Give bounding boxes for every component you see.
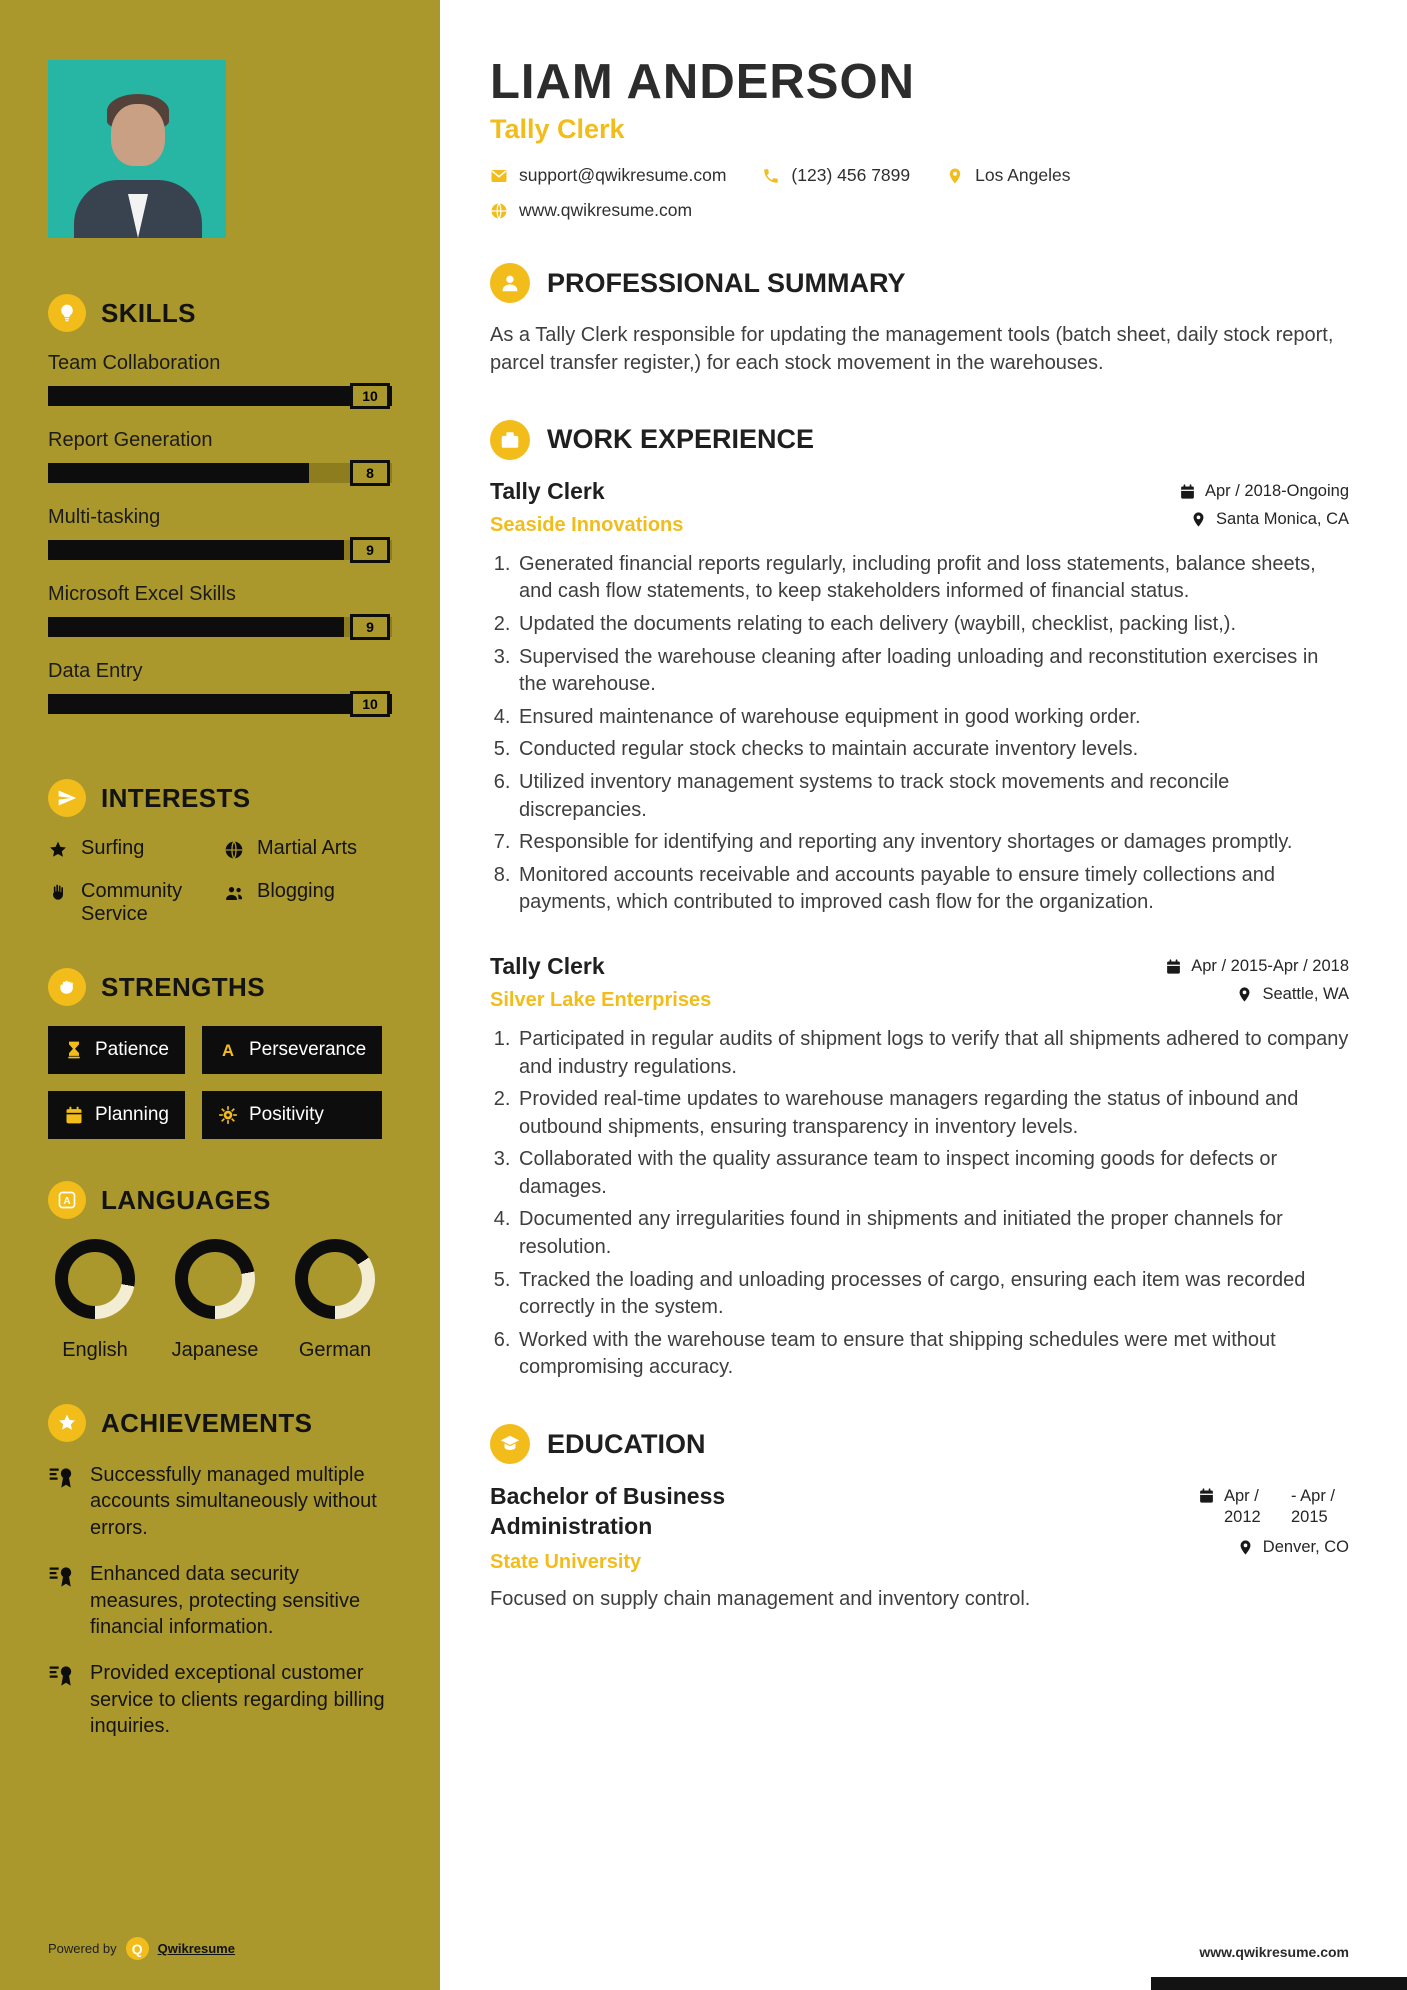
interest-item <box>224 880 392 926</box>
skill-bar-fill <box>48 386 392 406</box>
job-bullet: 5. Tracked the loading and unloading processes of cargo, ensuring each item was recorded correctly in the system. <box>516 1267 1349 1322</box>
job-entry <box>490 478 1349 917</box>
interest-label: Martial Arts <box>257 837 358 859</box>
education-title: EDUCATION <box>547 1428 706 1459</box>
skill-name: Report Generation <box>48 429 213 451</box>
strength-label: Planning <box>95 1104 169 1125</box>
globe-icon <box>224 840 244 860</box>
page-edge-bar <box>1151 1977 1407 1990</box>
photo-face-shape <box>111 104 165 166</box>
education-section-header <box>490 1424 1349 1464</box>
job-bullet: 6. Utilized inventory management systems to track stock movements and reconcile discrepancies. <box>516 769 1349 824</box>
job-title-block <box>490 953 711 1012</box>
skill-bar-fill <box>48 617 344 637</box>
email-contact[interactable] <box>490 165 726 186</box>
interests-title: INTERESTS <box>101 782 251 813</box>
job-location <box>1190 510 1349 529</box>
job-role: Tally Clerk <box>490 477 605 504</box>
skill-bar <box>48 463 392 483</box>
job-entry <box>490 953 1349 1382</box>
interest-label: Community Service <box>81 880 183 925</box>
skill-score: 10 <box>350 691 390 717</box>
location-text: Los Angeles <box>975 165 1071 185</box>
location-pin-icon <box>1237 1539 1254 1556</box>
education-dates <box>1198 1486 1349 1529</box>
experience-title: WORK EXPERIENCE <box>547 424 815 455</box>
language-icon <box>48 1181 86 1219</box>
qwikresume-brand-link[interactable]: Qwikresume <box>157 1941 235 1956</box>
education-date-end: - Apr / 2015 <box>1291 1487 1336 1527</box>
job-dates <box>1165 957 1349 976</box>
envelope-icon <box>490 167 508 185</box>
job-company: Silver Lake Enterprises <box>490 988 712 1011</box>
profile-photo <box>48 60 226 238</box>
job-bullet: 3. Collaborated with the quality assurance team to inspect incoming goods for defects or damages. <box>516 1146 1349 1201</box>
skill-bar <box>48 617 392 637</box>
website-contact[interactable] <box>490 200 692 221</box>
achievements-section-header <box>48 1404 392 1442</box>
main-content <box>440 0 1407 1990</box>
skill-score: 9 <box>350 537 390 563</box>
globe-icon <box>490 202 508 220</box>
calendar-icon <box>1198 1487 1215 1504</box>
job-bullet: 4. Documented any irregularities found in shipments and initiated the proper channels for resolution. <box>516 1206 1349 1261</box>
job-bullet: 6. Worked with the warehouse team to ensure that shipping schedules were met without compromising accuracy. <box>516 1327 1349 1382</box>
education-section <box>490 1424 1349 1611</box>
medal-icon <box>48 1662 75 1689</box>
candidate-name: LIAM ANDERSON <box>490 55 915 109</box>
skill-name: Microsoft Excel Skills <box>48 583 236 605</box>
skill-score: 9 <box>350 614 390 640</box>
sidebar <box>0 0 440 1990</box>
job-title-block <box>490 478 683 537</box>
powered-by-label: Powered by <box>48 1941 117 1956</box>
skill-bar <box>48 694 392 714</box>
skills-list <box>48 352 392 737</box>
job-bullet: 8. Monitored accounts receivable and accounts payable to ensure timely collections and payments, which contributed to improved cash flow for the organization. <box>516 862 1349 917</box>
interest-item <box>48 880 216 926</box>
skill-name: Team Collaboration <box>48 352 221 374</box>
skill-bar <box>48 386 392 406</box>
skill-score: 8 <box>350 460 390 486</box>
job-bullet: 4. Ensured maintenance of warehouse equipment in good working order. <box>516 704 1349 732</box>
language-label: English <box>62 1339 128 1361</box>
strength-badge <box>48 1091 185 1139</box>
education-date-start: Apr / 2012 <box>1224 1487 1261 1527</box>
medal-icon <box>48 1563 75 1590</box>
location-pin-icon <box>946 167 964 185</box>
users-icon <box>224 883 244 903</box>
calendar-icon <box>1165 958 1182 975</box>
summary-title: PROFESSIONAL SUMMARY <box>547 267 906 298</box>
job-header <box>490 953 1349 1012</box>
education-school: State University <box>490 1550 642 1573</box>
strength-label: Positivity <box>248 1104 324 1125</box>
languages-section-header <box>48 1181 392 1219</box>
fist-icon <box>48 968 86 1006</box>
language-item <box>48 1239 142 1362</box>
education-note: Focused on supply chain management and inventory control. <box>490 1587 1031 1610</box>
briefcase-icon <box>490 420 530 460</box>
interest-label: Surfing <box>81 837 145 859</box>
achievement-text: Enhanced data security measures, protecting sensitive financial information. <box>90 1563 361 1638</box>
interests-section-header <box>48 779 392 817</box>
skill-name: Data Entry <box>48 660 143 682</box>
language-label: Japanese <box>171 1339 259 1361</box>
skills-section-header <box>48 294 392 332</box>
achievements-title: ACHIEVEMENTS <box>101 1407 313 1438</box>
calendar-icon <box>64 1105 84 1125</box>
star-badge-icon <box>48 1404 86 1442</box>
gear-icon <box>218 1105 238 1125</box>
location-pin-icon <box>1190 511 1207 528</box>
education-degree: Bachelor of Business Administration <box>490 1483 726 1539</box>
education-header <box>490 1482 1349 1574</box>
email-text: support@qwikresume.com <box>519 165 727 185</box>
phone-text: (123) 456 7899 <box>791 165 911 185</box>
achievement-item <box>48 1660 392 1739</box>
education-location <box>1237 1538 1349 1557</box>
skill-item <box>48 506 392 560</box>
skill-name: Multi-tasking <box>48 506 161 528</box>
language-item <box>288 1239 382 1362</box>
interest-item <box>48 837 216 860</box>
education-meta <box>1198 1482 1349 1557</box>
calendar-icon <box>1179 483 1196 500</box>
paper-plane-icon <box>48 779 86 817</box>
achievement-text: Successfully managed multiple accounts simultaneously without errors. <box>90 1464 377 1539</box>
powered-by-footer <box>48 1937 392 1960</box>
strength-label: Perseverance <box>248 1039 367 1060</box>
interests-list <box>48 837 392 926</box>
experience-section-header <box>490 420 1349 460</box>
strength-badge <box>48 1026 185 1074</box>
hand-icon <box>48 883 68 903</box>
languages-list <box>48 1239 392 1362</box>
job-bullet-list <box>516 1026 1349 1382</box>
job-role: Tally Clerk <box>490 952 605 979</box>
website-text: www.qwikresume.com <box>519 200 693 220</box>
job-bullet-list <box>516 551 1349 917</box>
lightbulb-icon <box>48 294 86 332</box>
education-title-block <box>490 1482 800 1574</box>
job-bullet: 2. Updated the documents relating to each delivery (waybill, checklist, packing list,). <box>516 611 1349 639</box>
language-label: German <box>298 1339 372 1361</box>
work-experience-section <box>490 420 1349 1382</box>
job-bullet: 7. Responsible for identifying and reporting any inventory shortages or damages promptly. <box>516 829 1349 857</box>
person-icon <box>490 263 530 303</box>
candidate-job-title: Tally Clerk <box>490 114 625 144</box>
achievement-item <box>48 1462 392 1541</box>
svg-text:A: A <box>221 1040 234 1060</box>
medal-icon <box>48 1464 75 1491</box>
job-dates <box>1179 482 1349 501</box>
skill-score: 10 <box>350 383 390 409</box>
job-company: Seaside Innovations <box>490 513 684 536</box>
job-location-text: Santa Monica, CA <box>1216 509 1349 528</box>
phone-icon <box>762 167 780 185</box>
language-item <box>168 1239 262 1362</box>
job-location-text: Seattle, WA <box>1262 984 1349 1003</box>
job-bullet: 1. Generated financial reports regularly, including profit and loss statements, balance sheets, and cash flow statements, to keep stakeholders informed of financial status. <box>516 551 1349 606</box>
job-bullet: 2. Provided real-time updates to warehouse managers regarding the status of inbound and outbound shipments, ensuring transparency in inventory levels. <box>516 1086 1349 1141</box>
language-donut-chart <box>175 1239 255 1319</box>
job-dates-text: Apr / 2018-Ongoing <box>1204 481 1349 500</box>
strengths-section-header <box>48 968 392 1006</box>
job-meta <box>1165 953 1349 1004</box>
footer-website[interactable]: www.qwikresume.com <box>1199 1944 1349 1960</box>
job-bullet: 5. Conducted regular stock checks to maintain accurate inventory levels. <box>516 736 1349 764</box>
strength-label: Patience <box>95 1039 169 1060</box>
strengths-title: STRENGTHS <box>101 971 265 1002</box>
interest-item <box>224 837 392 860</box>
job-header <box>490 478 1349 537</box>
skill-item <box>48 660 392 714</box>
professional-summary-section <box>490 263 1349 378</box>
contact-row-2 <box>490 200 1349 221</box>
summary-section-header <box>490 263 1349 303</box>
phone-contact <box>762 165 910 186</box>
achievement-item <box>48 1561 392 1640</box>
summary-text: As a Tally Clerk responsible for updating the management tools (batch sheet, daily stock report, parcel transfer register,) for each stock movement in the warehouses. <box>490 324 1334 375</box>
strengths-list <box>48 1026 392 1139</box>
skill-bar-fill <box>48 540 344 560</box>
skill-item <box>48 583 392 637</box>
education-location-text: Denver, CO <box>1262 1537 1349 1556</box>
svg-text:A: A <box>63 1196 71 1208</box>
achievement-text: Provided exceptional customer service to clients regarding billing inquiries. <box>90 1662 385 1738</box>
job-dates-text: Apr / 2015-Apr / 2018 <box>1191 956 1349 975</box>
skill-bar-fill <box>48 463 309 483</box>
skill-bar <box>48 540 392 560</box>
job-bullet: 1. Participated in regular audits of shipment logs to verify that all shipments adhered to company and industry regulations. <box>516 1026 1349 1081</box>
skill-item <box>48 429 392 483</box>
skill-bar-fill <box>48 694 392 714</box>
qwikresume-logo-icon: Q <box>126 1937 149 1960</box>
strength-badge <box>202 1091 382 1139</box>
strength-badge <box>202 1026 382 1074</box>
language-donut-chart <box>295 1239 375 1319</box>
location-contact <box>946 165 1070 186</box>
letter-a-icon <box>218 1040 238 1060</box>
job-bullet: 3. Supervised the warehouse cleaning after loading unloading and reconstitution exercises in the warehouse. <box>516 644 1349 699</box>
interest-label: Blogging <box>257 880 335 902</box>
star-icon <box>48 840 68 860</box>
job-location <box>1236 985 1349 1004</box>
graduation-cap-icon <box>490 1424 530 1464</box>
skills-title: SKILLS <box>101 297 196 328</box>
location-pin-icon <box>1236 986 1253 1003</box>
achievements-list <box>48 1462 392 1760</box>
hourglass-icon <box>64 1040 84 1060</box>
job-meta <box>1179 478 1349 529</box>
skill-item <box>48 352 392 406</box>
languages-title: LANGUAGES <box>101 1184 271 1215</box>
contact-row-1 <box>490 165 1349 186</box>
language-donut-chart <box>55 1239 135 1319</box>
